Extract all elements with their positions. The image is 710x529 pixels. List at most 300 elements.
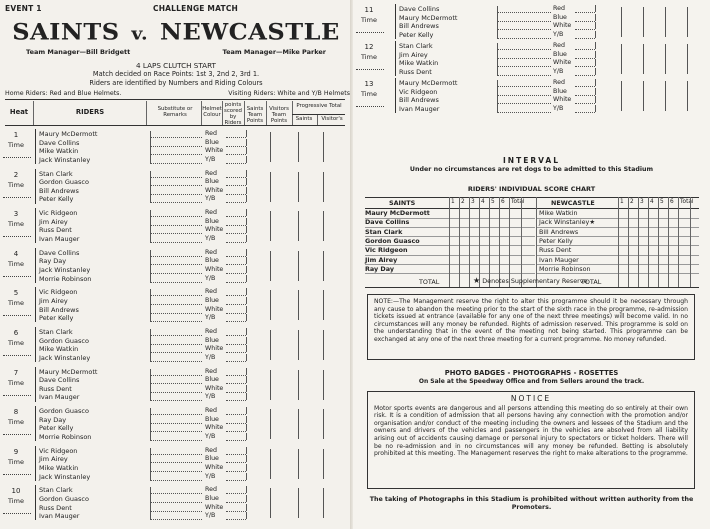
remarks-line — [150, 375, 202, 376]
away-chart-rider: Morrie Robinson — [539, 264, 591, 273]
points-box-edge — [246, 297, 247, 304]
points-entry-line — [575, 58, 595, 59]
remarks-line — [497, 38, 551, 39]
home-column-header: 3 — [471, 199, 475, 205]
remarks-line — [497, 112, 551, 113]
versus-label: v. — [131, 23, 149, 45]
points-box-edge — [246, 209, 247, 216]
heat-time-label: Time — [361, 90, 377, 98]
away-manager: Team Manager—Mike Parker — [222, 48, 326, 56]
points-box-edge — [246, 376, 247, 383]
points-box-edge — [595, 79, 596, 86]
points-entry-line — [226, 352, 246, 353]
points-box-edge — [246, 416, 247, 423]
helmet-colour: Y/B — [205, 195, 216, 203]
race-format: 4 LAPS CLUTCH START — [136, 61, 216, 70]
heat-divider — [395, 4, 396, 39]
remarks-line — [150, 185, 202, 186]
points-box-edge — [246, 147, 247, 154]
photo-notice: The taking of Photographs in this Stadium is prohibited without written authority from the Promoters. — [369, 496, 694, 511]
chart-column-rule — [658, 197, 659, 287]
heat-number: 2 — [13, 170, 19, 179]
helmet-colour: Red — [205, 209, 217, 217]
helmet-colour: White — [205, 424, 224, 432]
points-entry-line — [226, 154, 246, 155]
rider-name: Jim Airey — [39, 217, 68, 226]
interval-heading: INTERVAL — [503, 156, 560, 165]
heat-divider — [35, 327, 36, 362]
chart-column-rule — [449, 197, 450, 287]
progressive-visitors-header: Visitor's — [321, 116, 343, 122]
helmet-colour: Y/B — [553, 104, 564, 112]
remarks-divider — [150, 448, 151, 480]
score-chart-bottom-rule — [365, 287, 699, 288]
score-column-line — [270, 370, 271, 400]
helmet-colour: White — [205, 384, 224, 392]
points-entry-line — [226, 383, 246, 384]
helmet-colours-line — [5, 90, 350, 97]
time-entry-line — [3, 157, 31, 158]
points-box-edge — [246, 368, 247, 375]
home-chart-rider: Dave Collins — [365, 218, 410, 227]
score-column-line — [643, 44, 644, 74]
time-entry-line — [3, 315, 31, 316]
helmet-colour: Blue — [205, 455, 219, 463]
helmet-colour: Red — [205, 288, 217, 296]
rider-name: Bill Andrews — [399, 96, 439, 105]
rider-name: Russ Dent — [39, 226, 72, 235]
score-column-line — [323, 330, 324, 360]
rider-name: Vic Ridgeon — [399, 87, 438, 96]
remarks-line — [150, 273, 202, 274]
home-chart-rider: Maury McDermott — [365, 209, 430, 217]
points-entry-line — [226, 511, 246, 512]
rider-name: Jim Airey — [399, 50, 428, 59]
heat-divider — [35, 446, 36, 481]
home-chart-rider: Jim Airey — [365, 255, 398, 264]
heat-row — [2, 248, 347, 284]
rider-name: Mike Watkin — [39, 147, 79, 156]
remarks-line — [150, 282, 202, 283]
away-column-header: 1 — [620, 199, 624, 205]
rider-name: Stan Clark — [39, 486, 73, 495]
score-chart-legend — [473, 276, 588, 285]
helmet-colour: Blue — [205, 178, 219, 186]
heat-divider — [35, 485, 36, 520]
remarks-line — [150, 335, 202, 336]
rider-name: Ivan Mauger — [399, 104, 440, 113]
remarks-divider — [497, 80, 498, 112]
heat-time-label: Time — [8, 418, 24, 427]
score-column-line — [270, 409, 271, 439]
heat-divider — [35, 169, 36, 204]
points-entry-line — [226, 431, 246, 432]
rider-name: Dave Collins — [39, 376, 80, 385]
time-entry-line — [3, 395, 31, 396]
points-box-edge — [246, 385, 247, 392]
remarks-line — [497, 86, 551, 87]
riders-header: RIDERS — [75, 108, 105, 116]
header-divider — [292, 114, 345, 115]
points-box-edge — [246, 455, 247, 462]
points-entry-line — [226, 321, 246, 322]
home-column-header: 4 — [481, 199, 485, 205]
score-column-line — [323, 449, 324, 479]
rider-name: Dave Collins — [399, 5, 440, 13]
home-team-title: SAINTS — [12, 17, 120, 46]
away-chart-rider: Peter Kelly — [539, 236, 573, 245]
remarks-line — [150, 313, 202, 314]
remarks-line — [497, 66, 551, 67]
points-entry-line — [226, 137, 246, 138]
remarks-line — [497, 29, 551, 30]
remarks-line — [150, 202, 202, 203]
rider-name: Vic Ridgeon — [39, 288, 78, 297]
points-box-edge — [246, 139, 247, 146]
chart-column-rule — [469, 197, 470, 287]
helmet-colour: Red — [553, 5, 565, 12]
heat-number: 1 — [13, 131, 19, 139]
star-icon: ★ — [473, 276, 481, 285]
heat-number: 7 — [13, 368, 19, 377]
rider-name: Peter Kelly — [39, 195, 74, 204]
points-entry-line — [575, 112, 595, 113]
helmet-colour: Red — [205, 169, 217, 177]
score-column-line — [270, 211, 271, 241]
points-entry-line — [226, 233, 246, 234]
home-column-header: 2 — [461, 199, 465, 205]
points-entry-line — [226, 295, 246, 296]
heat-time-label: Time — [8, 378, 24, 387]
table-header-rule — [5, 125, 345, 126]
rider-name: Stan Clark — [399, 42, 433, 50]
points-entry-line — [575, 21, 595, 22]
remarks-line — [150, 233, 202, 234]
score-column-line — [298, 211, 299, 241]
points-box-edge — [246, 275, 247, 282]
rider-name: Jim Airey — [39, 296, 68, 305]
badges-advert — [353, 369, 710, 385]
points-entry-line — [226, 264, 246, 265]
match-title — [0, 18, 352, 46]
remarks-line — [150, 242, 202, 243]
remarks-divider — [150, 210, 151, 242]
points-box-edge — [246, 354, 247, 361]
rider-name: Morrie Robinson — [39, 274, 92, 283]
helmet-colour: Blue — [205, 336, 219, 344]
rider-name: Russ Dent — [39, 384, 72, 393]
helmet-colour: White — [205, 226, 224, 234]
remarks-line — [150, 400, 202, 401]
score-column-line — [270, 290, 271, 320]
helmet-colour: Y/B — [205, 234, 216, 242]
points-box-edge — [246, 226, 247, 233]
points-box-edge — [246, 266, 247, 273]
heat-row — [2, 406, 347, 442]
heat-number: 8 — [13, 408, 19, 417]
score-chart-title: RIDERS' INDIVIDUAL SCORE CHART — [467, 185, 596, 193]
heat-number: 11 — [364, 6, 374, 14]
away-chart-rider: Jack Winstanley★ — [539, 218, 596, 227]
points-box-edge — [595, 96, 596, 103]
points-box-edge — [246, 187, 247, 194]
helmet-colour: Y/B — [205, 512, 216, 520]
points-entry-line — [226, 256, 246, 257]
away-column-header: 3 — [640, 199, 644, 205]
header-divider — [244, 101, 245, 125]
score-column-line — [621, 81, 622, 111]
points-entry-line — [226, 185, 246, 186]
managers-line — [26, 48, 326, 56]
away-team-title: NEWCASTLE — [160, 17, 340, 46]
score-column-line — [298, 330, 299, 360]
points-entry-line — [226, 361, 246, 362]
home-column-header: Total — [511, 199, 525, 205]
remarks-line — [150, 352, 202, 353]
note-text: NOTE:—The Management reserve the right to alter this programme should it be necessary through any cause to abandon the meeting prior to the start of the sixth race in the programme, re-admission tickets issued at entrance (available for any one of the next three meetings) will become valid. In no circumstances will any money be refunded. Rights of admission reserved. This programme is sold on the understanding that in the event of the meeting not being started. This programme can be exchanged at any one of the next three meeting for a current programme. No money refunded. — [374, 298, 688, 343]
chart-column-rule — [668, 197, 669, 287]
away-total-label: TOTAL — [581, 278, 602, 287]
heat-number: 13 — [364, 80, 374, 88]
helmet-colour: Y/B — [553, 67, 564, 75]
header-divider — [317, 114, 318, 125]
home-chart-rider: Gordon Guasco — [365, 236, 420, 245]
points-box-edge — [246, 130, 247, 137]
heat-divider — [35, 129, 36, 164]
points-entry-line — [226, 471, 246, 472]
score-column-line — [270, 449, 271, 479]
score-column-line — [298, 251, 299, 281]
remarks-line — [150, 423, 202, 424]
remarks-line — [150, 471, 202, 472]
remarks-divider — [150, 171, 151, 203]
helmet-colour: Blue — [205, 494, 219, 502]
chart-column-rule — [509, 197, 510, 287]
helmet-colour: Blue — [553, 50, 567, 58]
heat-divider — [395, 41, 396, 76]
remarks-divider — [497, 43, 498, 75]
remarks-line — [497, 12, 551, 13]
points-box-edge — [246, 195, 247, 202]
chart-middle-rule — [536, 197, 537, 287]
chart-column-rule — [638, 197, 639, 287]
remarks-line — [150, 462, 202, 463]
points-entry-line — [226, 502, 246, 503]
score-column-line — [270, 132, 271, 162]
home-riders-colours: Home Riders: Red and Blue Helmets. — [5, 90, 122, 97]
rider-name: Peter Kelly — [39, 314, 74, 323]
points-box-edge — [246, 495, 247, 502]
helmet-colour: Y/B — [205, 274, 216, 282]
helmet-colour: Red — [205, 328, 217, 335]
score-column-line — [298, 172, 299, 202]
chart-column-rule — [489, 197, 490, 287]
helmet-colour: Red — [205, 367, 217, 375]
helmet-colour: White — [205, 265, 224, 273]
points-entry-line — [575, 103, 595, 104]
home-manager: Team Manager—Bill Bridgett — [26, 48, 131, 56]
score-column-line — [323, 370, 324, 400]
time-entry-line — [3, 236, 31, 237]
rider-name: Ivan Mauger — [39, 393, 80, 402]
heat-header: Heat — [9, 108, 29, 116]
heat-time-label: Time — [361, 16, 377, 24]
score-column-line — [323, 132, 324, 162]
header-divider — [292, 101, 293, 125]
helmet-colour: White — [553, 96, 572, 104]
heat-number: 10 — [11, 487, 21, 496]
visiting-riders-colours: Visiting Riders: White and Y/B Helmets — [228, 90, 350, 97]
points-entry-line — [226, 282, 246, 283]
score-column-line — [270, 172, 271, 202]
heat-time-label: Time — [8, 180, 24, 189]
heat-divider — [35, 208, 36, 243]
chart-column-rule — [521, 197, 522, 287]
right-page — [353, 0, 710, 529]
header-divider — [201, 101, 202, 125]
points-entry-line — [575, 29, 595, 30]
rider-name: Ray Day — [39, 415, 67, 424]
helmet-colour: White — [205, 463, 224, 471]
points-entry-line — [226, 344, 246, 345]
remarks-divider — [150, 329, 151, 361]
score-column-line — [665, 44, 666, 74]
heat-row — [355, 41, 705, 77]
score-column-line — [687, 44, 688, 74]
score-column-line — [298, 409, 299, 439]
points-entry-line — [226, 313, 246, 314]
remarks-line — [150, 216, 202, 217]
heat-time-label: Time — [8, 141, 24, 149]
remarks-line — [150, 295, 202, 296]
rider-name: Maury McDermott — [39, 130, 98, 138]
remarks-divider — [150, 289, 151, 321]
chart-column-rule — [459, 197, 460, 287]
points-box-edge — [246, 512, 247, 519]
heat-time-label: Time — [8, 497, 24, 506]
points-entry-line — [226, 375, 246, 376]
heat-number: 9 — [13, 447, 19, 456]
points-entry-line — [226, 194, 246, 195]
heat-row — [2, 129, 347, 165]
remarks-divider — [497, 6, 498, 38]
remarks-line — [150, 344, 202, 345]
score-column-line — [323, 409, 324, 439]
rider-name: Ray Day — [39, 257, 67, 266]
points-box-edge — [246, 486, 247, 493]
heat-number: 6 — [13, 329, 19, 337]
score-column-line — [298, 449, 299, 479]
score-column-line — [270, 251, 271, 281]
time-entry-line — [3, 276, 31, 277]
chart-column-rule — [479, 197, 480, 287]
identification-rule: Riders are identified by Numbers and Riding Colours — [89, 78, 263, 87]
points-entry-line — [226, 414, 246, 415]
away-column-header: 6 — [670, 199, 674, 205]
heat-number: 4 — [13, 249, 19, 258]
badges-sub: On Sale at the Speedway Office and from Sellers around the track. — [418, 378, 645, 385]
helmet-colour: Red — [205, 486, 217, 494]
points-box-edge — [595, 105, 596, 112]
heat-row — [2, 208, 347, 244]
score-column-line — [643, 81, 644, 111]
time-entry-line — [356, 69, 384, 70]
points-box-edge — [246, 306, 247, 313]
score-column-line — [687, 7, 688, 37]
rider-name: Dave Collins — [39, 138, 80, 147]
points-entry-line — [575, 75, 595, 76]
heat-time-label: Time — [8, 457, 24, 466]
score-column-line — [643, 7, 644, 37]
remarks-line — [150, 383, 202, 384]
rider-name: Bill Andrews — [39, 305, 79, 314]
home-chart-rider: Ray Day — [365, 264, 395, 273]
points-box-edge — [595, 5, 596, 12]
left-page — [0, 0, 352, 529]
points-entry-line — [575, 38, 595, 39]
heat-time-label: Time — [8, 339, 24, 347]
header-divider — [146, 101, 147, 125]
heat-row — [2, 446, 347, 482]
points-entry-line — [226, 304, 246, 305]
score-column-line — [621, 7, 622, 37]
heat-time-label: Time — [8, 299, 24, 308]
legend-text: Denotes Supplementary Reserve — [482, 277, 588, 285]
points-box-edge — [246, 447, 247, 454]
helmet-colour: White — [205, 503, 224, 511]
heat-row — [2, 367, 347, 403]
management-note — [367, 294, 695, 360]
points-box-edge — [246, 464, 247, 471]
remarks-line — [150, 502, 202, 503]
rider-name: Maury McDermott — [399, 13, 458, 22]
points-entry-line — [226, 225, 246, 226]
rider-name: Bill Andrews — [39, 186, 79, 195]
helmet-colour: Blue — [205, 138, 219, 146]
remarks-line — [150, 225, 202, 226]
points-entry-line — [226, 216, 246, 217]
time-entry-line — [3, 474, 31, 475]
points-entry-line — [226, 423, 246, 424]
points-box-edge — [246, 178, 247, 185]
dogs-notice: Under no circumstances are ret dogs to be admitted to this Stadium — [409, 166, 654, 173]
rider-name: Stan Clark — [39, 328, 73, 336]
rider-name: Russ Dent — [39, 503, 72, 512]
score-column-line — [298, 290, 299, 320]
home-chart-rider: Vic Ridgeon — [365, 246, 408, 255]
away-column-header: 4 — [650, 199, 654, 205]
score-column-line — [270, 488, 271, 518]
remarks-line — [150, 440, 202, 441]
chart-column-rule — [648, 197, 649, 287]
rider-name: Ivan Mauger — [39, 234, 80, 243]
rider-name: Peter Kelly — [399, 30, 434, 39]
remarks-divider — [150, 250, 151, 282]
time-entry-line — [3, 513, 31, 514]
heat-number: 5 — [13, 289, 19, 298]
helmet-colour: Blue — [205, 257, 219, 265]
away-column-header: 5 — [660, 199, 664, 205]
points-box-edge — [595, 68, 596, 75]
helmet-colour: White — [205, 186, 224, 194]
race-info — [0, 62, 352, 87]
points-entry-line — [575, 12, 595, 13]
rider-name: Jack Winstanley — [39, 155, 91, 164]
remarks-line — [150, 194, 202, 195]
points-entry-line — [575, 66, 595, 67]
heat-time-label: Time — [361, 53, 377, 61]
remarks-line — [497, 58, 551, 59]
